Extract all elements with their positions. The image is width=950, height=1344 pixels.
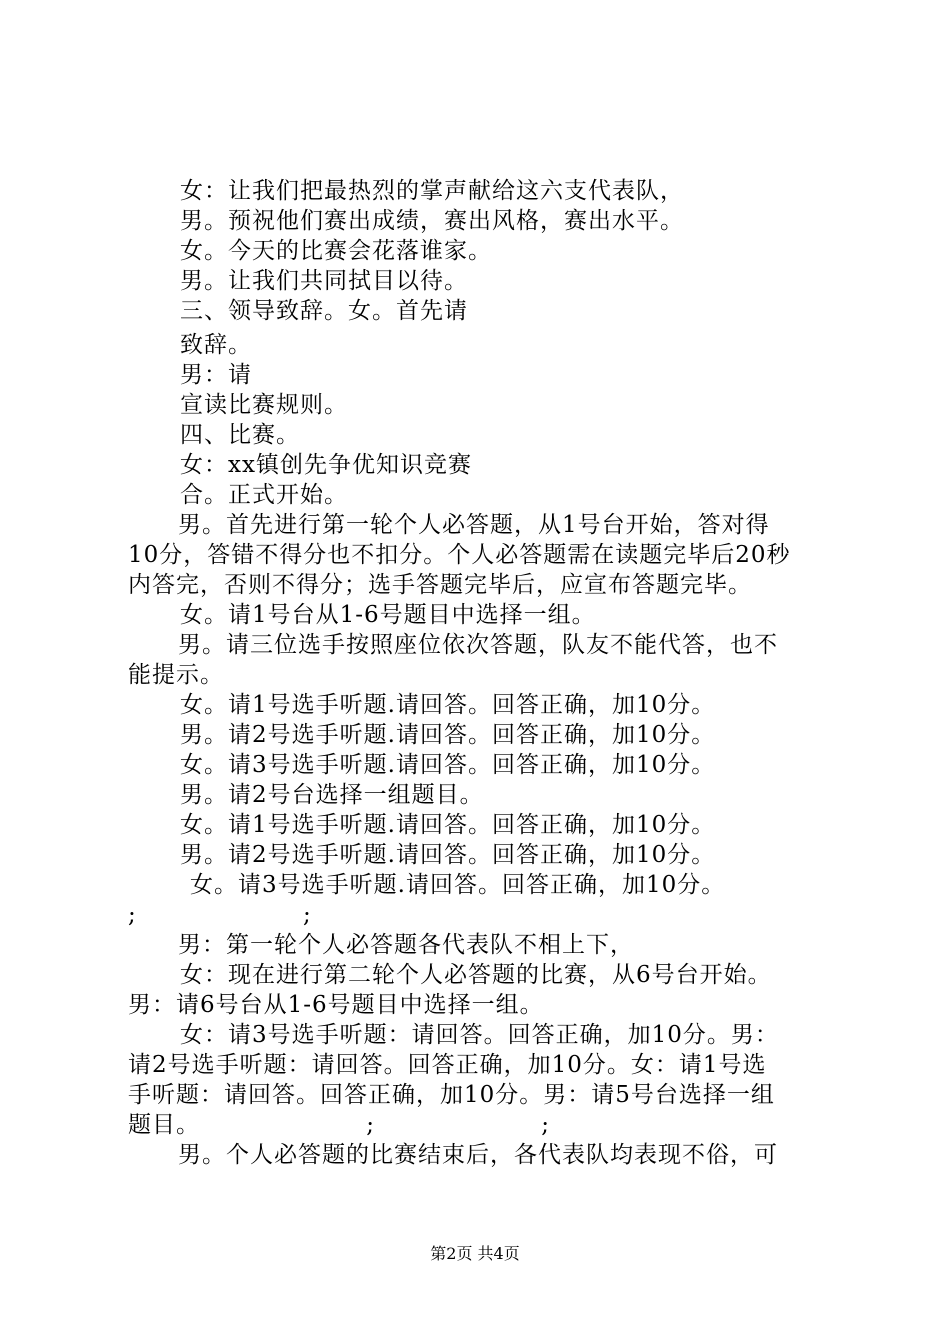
text-line: 宣读比赛规则。 [180,392,348,418]
text-line: 男：第一轮个人必答题各代表队不相上下， [178,932,634,958]
text-line: 女。请1号选手听题.请回答。回答正确，加10分。 [180,692,716,718]
text-line: 男。首先进行第一轮个人必答题，从1号台开始，答对得 [178,512,770,538]
text-line: 致辞。 [180,332,252,358]
text-line: 女。请1号台从1-6号题目中选择一组。 [180,602,596,628]
text-line: ; ; [128,902,312,928]
text-line: 男：请6号台从1-6号题目中选择一组。 [128,992,544,1018]
text-line: 女：现在进行第二轮个人必答题的比赛，从6号台开始。 [180,962,772,988]
text-line: 四、比赛。 [180,422,300,448]
text-line: 女。请1号选手听题.请回答。回答正确，加10分。 [180,812,716,838]
text-line: 内答完，否则不得分；选手答题完毕后，应宣布答题完毕。 [128,572,752,598]
text-line: 男：请 [180,362,252,388]
text-line: 女。请3号选手听题.请回答。回答正确，加10分。 [190,872,726,898]
text-line: 题目。 ; ; [128,1112,550,1138]
text-line: 男。请三位选手按照座位依次答题，队友不能代答，也不 [178,632,778,658]
text-line: 请2号选手听题：请回答。回答正确，加10分。女：请1号选 [128,1052,767,1078]
text-line: 三、领导致辞。女。首先请 [180,298,468,324]
text-line: 女。今天的比赛会花落谁家。 [180,238,492,264]
text-line: 10分，答错不得分也不扣分。个人必答题需在读题完毕后20秒 [128,542,791,568]
text-line: 女：xx镇创先争优知识竞赛 [180,452,472,478]
text-line: 合。正式开始。 [180,482,348,508]
text-line: 男。请2号台选择一组题目。 [180,782,484,808]
text-line: 女。请3号选手听题.请回答。回答正确，加10分。 [180,752,716,778]
text-line: 女：让我们把最热烈的掌声献给这六支代表队， [180,178,684,204]
text-line: 男。请2号选手听题.请回答。回答正确，加10分。 [180,722,716,748]
text-line: 男。个人必答题的比赛结束后，各代表队均表现不俗，可 [178,1142,778,1168]
text-line: 男。预祝他们赛出成绩，赛出风格，赛出水平。 [180,208,684,234]
page-footer: 第2页 共4页 [430,1244,520,1263]
text-line: 女：请3号选手听题：请回答。回答正确，加10分。男： [180,1022,779,1048]
text-line: 男。让我们共同拭目以待。 [180,268,468,294]
text-line: 能提示。 [128,662,224,688]
text-line: 手听题：请回答。回答正确，加10分。男：请5号台选择一组 [128,1082,775,1108]
text-line: 男。请2号选手听题.请回答。回答正确，加10分。 [180,842,716,868]
